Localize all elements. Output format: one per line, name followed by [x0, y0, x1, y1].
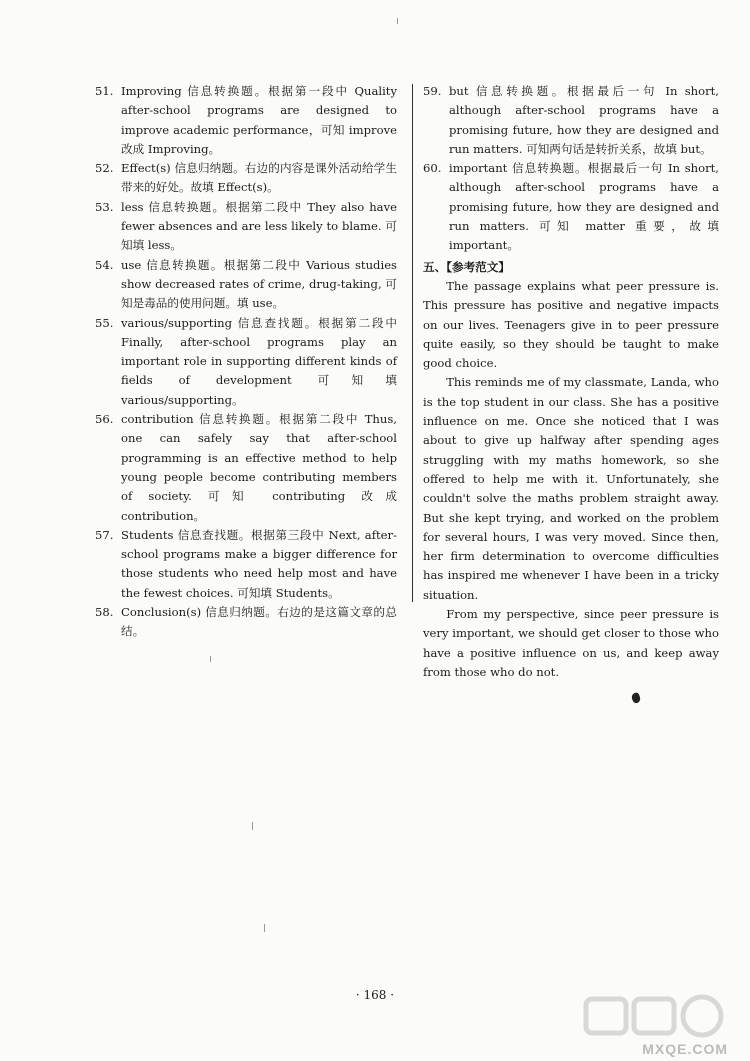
- answer-item-58: [95, 603, 397, 642]
- item-text: use 信息转换题。根据第二段中 Various studies show decreased rates of crime, drug-taking, 可知是毒品的使用问题。填 use。: [121, 257, 397, 311]
- scan-artifact: [210, 656, 211, 662]
- answer-item-55: [95, 314, 397, 410]
- answer-item-57: [95, 526, 397, 603]
- item-number: 59.: [423, 84, 442, 98]
- answer-item-54: [95, 256, 397, 314]
- item-number: 53.: [95, 199, 114, 214]
- answer-item-51: [95, 82, 397, 159]
- item-number: 56.: [95, 412, 114, 427]
- scan-artifact: [397, 18, 398, 24]
- watermark-url: MXQE.COM: [642, 1041, 728, 1057]
- column-divider: [412, 84, 413, 602]
- scan-artifact: [264, 924, 265, 932]
- essay-paragraph: The passage explains what peer pressure is. This pressure has positive and negative impacts on our lives. Teenagers give in to peer pressure quite easily, so they should be taught to make good choice.: [423, 278, 719, 371]
- page-number: · 168 ·: [355, 988, 395, 1002]
- answer-item-56: [95, 410, 397, 526]
- answer-item-53: [95, 198, 397, 256]
- answer-column-left: [95, 82, 397, 642]
- answer-item-59: [423, 82, 719, 159]
- item-text: various/supporting 信息查找题。根据第二段中 Finally, after-school programs play an important role in supporting different kinds of fields of development 可知填 various/supporting。: [121, 315, 397, 407]
- item-text: contribution 信息转换题。根据第二段中 Thus, one can safely say that after-school programming is an effective method to help young people become contributing members of society. 可知 contributing 改成 contribution。: [121, 412, 397, 523]
- item-text: less 信息转换题。根据第二段中 They also have fewer absences and are less likely to blame. 可知填 less。: [121, 199, 397, 253]
- item-text: but 信息转换题。根据最后一句 In short, although after-school programs have a promising future, how they are designed and run matters. 可知两句话是转折关系，故填 but。: [449, 84, 719, 156]
- section-heading: 五、【参考范文】: [423, 259, 510, 274]
- item-number: 51.: [95, 84, 114, 98]
- item-number: 55.: [95, 315, 114, 330]
- item-number: 58.: [95, 605, 114, 620]
- item-text: Conclusion(s) 信息归纳题。右边的是这篇文章的总结。: [121, 605, 397, 639]
- item-text: Improving 信息转换题。根据第一段中 Quality after-school programs are designed to improve academic performance，可知 improve 改成 Improving。: [121, 84, 397, 156]
- answer-item-60: [423, 159, 719, 255]
- item-text: Effect(s) 信息归纳题。右边的内容是课外活动给学生带来的好处。故填 Effect(s)。: [121, 161, 397, 195]
- essay-paragraph: This reminds me of my classmate, Landa, who is the top student in our class. She has a positive influence on me. Once she noticed that I was about to give up halfway after spending ages struggling with my maths homework, so she offered to help me with it. Unfortunately, she couldn't solve the maths problem straight away. But she kept trying, and worked on the problem for several hours, I was very moved. Since then, her firm determination to overcome difficulties has inspired me whenever I have been in a tricky situation.: [423, 375, 719, 602]
- item-number: 52.: [95, 161, 114, 176]
- scan-artifact: [252, 822, 253, 830]
- answer-column-right: [423, 82, 719, 682]
- item-number: 60.: [423, 161, 442, 176]
- essay-paragraph: From my perspective, since peer pressure is very important, we should get closer to those who have a positive influence on us, and keep away from those who do not.: [423, 607, 719, 679]
- item-number: 57.: [95, 527, 114, 542]
- item-text: important 信息转换题。根据最后一句 In short, although after-school programs have a promising future, how they are designed and run matters. 可知 matter 重要，故填 important。: [449, 161, 719, 253]
- ink-smudge: [631, 692, 642, 704]
- item-number: 54.: [95, 257, 114, 272]
- item-text: Students 信息查找题。根据第三段中 Next, after-school programs make a bigger difference for those students who need help most and have the fewest choices. 可知填 Students。: [121, 527, 397, 600]
- answer-item-52: [95, 159, 397, 198]
